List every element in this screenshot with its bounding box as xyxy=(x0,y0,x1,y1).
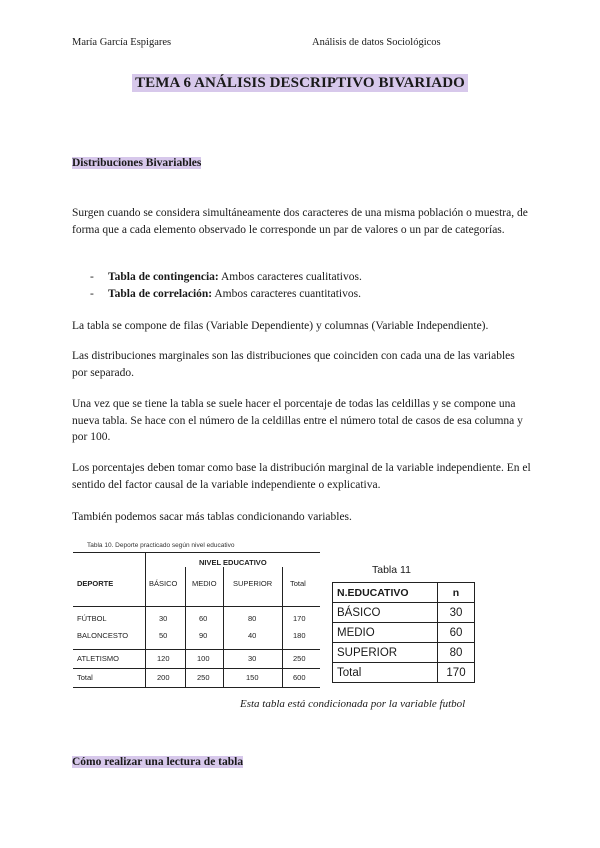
table-10-cell: 90 xyxy=(199,631,208,640)
table-11 xyxy=(332,582,475,683)
table-10-caption: Tabla 10. Deporte practicado según nivel educativo xyxy=(87,542,235,549)
dash-icon: - xyxy=(90,271,94,283)
table-10-row-label: FÚTBOL xyxy=(77,614,107,623)
table-10-row-label: ATLETISMO xyxy=(77,654,119,663)
header-course: Análisis de datos Sociológicos xyxy=(312,37,441,48)
page-title: TEMA 6 ANÁLISIS DESCRIPTIVO BIVARIADO xyxy=(132,74,468,92)
bullet-desc: Ambos caracteres cuantitativos. xyxy=(212,287,361,300)
table-10-col-header: BÁSICO xyxy=(149,579,178,588)
header-author: María García Espigares xyxy=(72,37,172,48)
table-row xyxy=(333,663,475,683)
section-reading xyxy=(72,756,243,768)
table-10-cell: 40 xyxy=(248,631,257,640)
paragraph-base: Los porcentajes deben tomar como base la distribución marginal de la variable independiente. En el sentido del factor causal de la variable independiente o explicativa. xyxy=(72,462,531,491)
bullet-term: Tabla de contingencia: xyxy=(108,271,219,283)
bullet-desc: Ambos caracteres cualitativos. xyxy=(218,271,362,283)
section-reading-label: Cómo realizar una lectura de tabla xyxy=(72,756,244,768)
bullet-item xyxy=(90,269,510,286)
table-10-row-header: DEPORTE xyxy=(77,579,114,588)
page-title-wrap xyxy=(0,74,600,92)
table-11-header: N.EDUCATIVO xyxy=(333,583,438,603)
table-10-cell: 600 xyxy=(293,673,306,682)
table-10-cell: 200 xyxy=(157,673,170,682)
table-row xyxy=(333,643,475,663)
table-10-cell: 120 xyxy=(157,654,170,663)
table-10-group-header: NIVEL EDUCATIVO xyxy=(199,558,267,567)
table-rule xyxy=(145,552,146,687)
table-10-cell: 150 xyxy=(246,673,259,682)
table-10-cell: 50 xyxy=(159,631,168,640)
table-rule xyxy=(282,567,283,687)
table-10-col-header: Total xyxy=(290,579,306,588)
table-10-cell: 250 xyxy=(293,654,306,663)
table-10-cell: 80 xyxy=(248,614,257,623)
table-10-cell: 60 xyxy=(199,614,208,623)
table-10-cell: 250 xyxy=(197,673,210,682)
table-row xyxy=(333,603,475,623)
table-10-row-label: Total xyxy=(77,673,93,682)
table-11-value: 60 xyxy=(438,623,475,643)
table-11-header: n xyxy=(438,583,475,603)
table-10-row-label: BALONCESTO xyxy=(77,631,129,640)
table-10-col-header: SUPERIOR xyxy=(233,579,273,588)
paragraph-table-structure: La tabla se compone de filas (Variable Dependiente) y columnas (Variable Independiente). xyxy=(72,320,489,332)
bullet-list xyxy=(90,269,510,302)
paragraph-percent: Una vez que se tiene la tabla se suele hacer el porcentaje de todas las celdillas y se compone una nueva tabla. Se hace con el número de la celdillas entre el número total de casos de esa columna y por 100. xyxy=(72,398,523,443)
table-rule xyxy=(185,567,186,687)
table-row xyxy=(333,623,475,643)
table-row xyxy=(333,583,475,603)
table-10-col-header: MEDIO xyxy=(192,579,217,588)
table-10-cell: 170 xyxy=(293,614,306,623)
table-10 xyxy=(73,542,320,692)
bullet-term: Tabla de correlación: xyxy=(108,287,213,300)
table-10-cell: 30 xyxy=(248,654,257,663)
dash-icon: - xyxy=(90,287,94,300)
table-11-label: MEDIO xyxy=(333,623,438,643)
section-bivariate-label: Distribuciones Bivariables xyxy=(72,157,202,169)
table-11-title: Tabla 11 xyxy=(372,564,411,576)
paragraph-conditional: También podemos sacar más tablas condicionando variables. xyxy=(72,511,352,523)
table-11-value: 170 xyxy=(438,663,475,683)
table-rule xyxy=(73,687,320,688)
table-10-cell: 30 xyxy=(159,614,168,623)
paragraph-intro: Surgen cuando se considera simultáneamente dos caracteres de una misma población o muestra, de forma que a cada elemento observado le corresponde un par de valores o un par de categorías. xyxy=(72,207,528,236)
table-10-cell: 100 xyxy=(197,654,210,663)
table-11-note: Esta tabla está condicionada por la variable futbol xyxy=(240,698,466,710)
table-rule xyxy=(73,552,320,553)
table-rule xyxy=(223,567,224,687)
table-11-value: 30 xyxy=(438,603,475,623)
section-bivariate xyxy=(72,157,201,169)
table-11-value: 80 xyxy=(438,643,475,663)
table-11-label: BÁSICO xyxy=(333,603,438,623)
paragraph-marginals: Las distribuciones marginales son las distribuciones que coinciden con cada una de las variables por separado. xyxy=(72,350,515,379)
table-11-label: Total xyxy=(333,663,438,683)
table-10-cell: 180 xyxy=(293,631,306,640)
bullet-item xyxy=(90,286,510,303)
table-11-label: SUPERIOR xyxy=(333,643,438,663)
